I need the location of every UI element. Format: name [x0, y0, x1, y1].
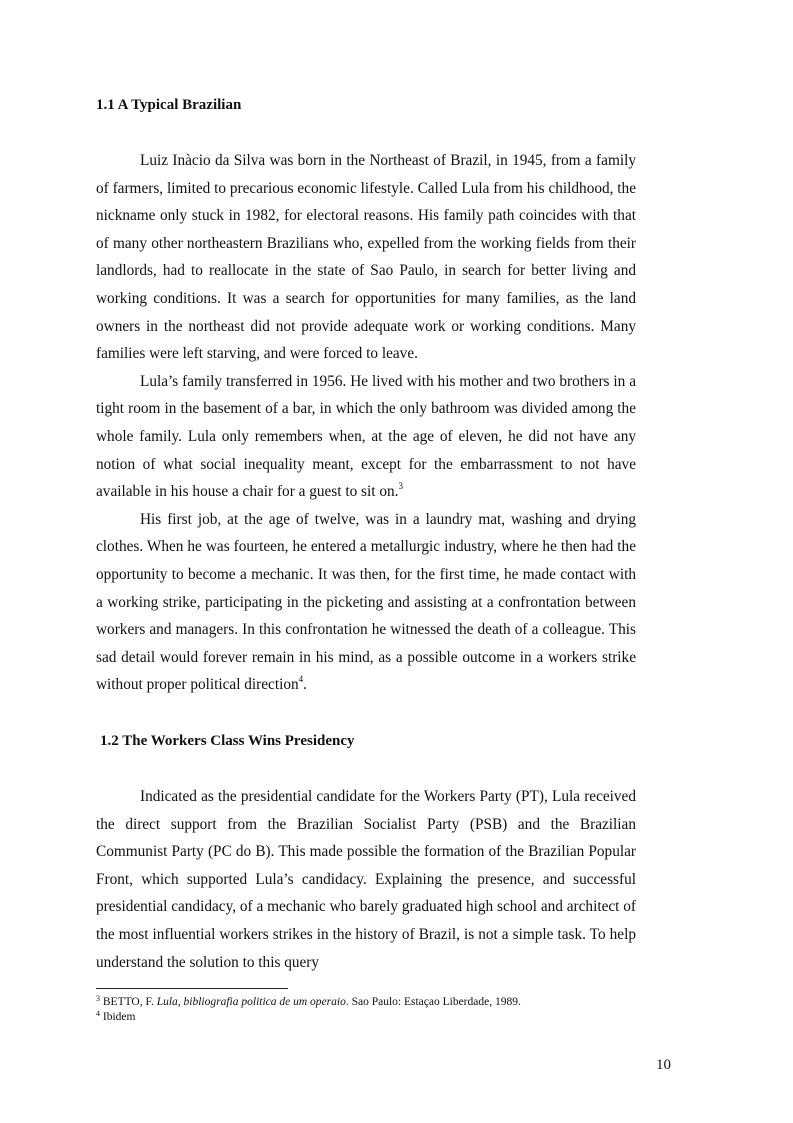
page-number: 10 [656, 1057, 671, 1073]
footnote-reference-3: 3 [398, 481, 403, 492]
section-heading-workers-class: 1.2 The Workers Class Wins Presidency [100, 733, 355, 749]
paragraph-presidential-candidate: Indicated as the presidential candidate for the Workers Party (PT), Lula received the direct support from the Brazilian Socialist Party (PSB) and the Brazilian Communist Party (PC do B). This made possible the formation of the Brazilian Popular Front, which supported Lula’s candidacy. Explaining the presence, and successful presidential candidacy, of a mechanic who barely graduated high school and architect of the most influential workers strikes in the history of Brazil, is not a simple task. To help understand the solution to this query [96, 788, 636, 971]
footnote-3: $^3$ BETTO, F. Lula, bibliografia politica de um operaio. Sao Paulo: Estaçao Liberdade, 1989. [96, 994, 521, 1008]
paragraph-birth: Luiz Inàcio da Silva was born in the Northeast of Brazil, in 1945, from a family of farmers, limited to precarious economic lifestyle. Called Lula from his childhood, the nickname only stuck in 1982, for electoral reasons. His family path coincides with that of many other northeastern Brazilians who, expelled from the working fields from their landlords, had to reallocate in the state of Sao Paulo, in search for better living and working conditions. It was a search for opportunities for many families, as the land owners in the northeast did not provide adequate work or working conditions. Many families were left starving, and were forced to leave. [96, 152, 636, 363]
footnote-book-title: Lula, bibliografia politica de um operaio [156, 996, 346, 1008]
footnote-4: $^4$ Ibidem [96, 1009, 136, 1023]
footnote-reference-4: 4 [298, 674, 304, 685]
paragraph-family-transfer: Lula’s family transferred in 1956. He lived with his mother and two brothers in a tight room in the basement of a bar, in which the only bathroom was divided among the whole family. Lula only remembers when, at the age of eleven, he did not have any notion of what social inequality meant, except for the embarrassment to not have available in his house a chair for a guest to sit on.$^3$ [96, 372, 636, 501]
section-heading-typical-brazilian: 1.1 A Typical Brazilian [96, 97, 242, 113]
paragraph-first-job: His first job, at the age of twelve, was in a laundry mat, washing and drying clothes. When he was fourteen, he entered a metallurgic industry, where he then had the opportunity to become a mechanic. It was then, for the first time, he made contact with a working strike, participating in the picketing and assisting at a confrontation between workers and managers. In this confrontation he witnessed the death of a colleague. This sad detail would forever remain in his mind, as a possible outcome in a workers strike without proper political direction$^4$. [96, 510, 636, 694]
footnotes [96, 995, 656, 1025]
section-body-typical-brazilian [96, 147, 636, 699]
section-body-workers-class [96, 783, 636, 976]
footnote-divider [96, 988, 288, 989]
